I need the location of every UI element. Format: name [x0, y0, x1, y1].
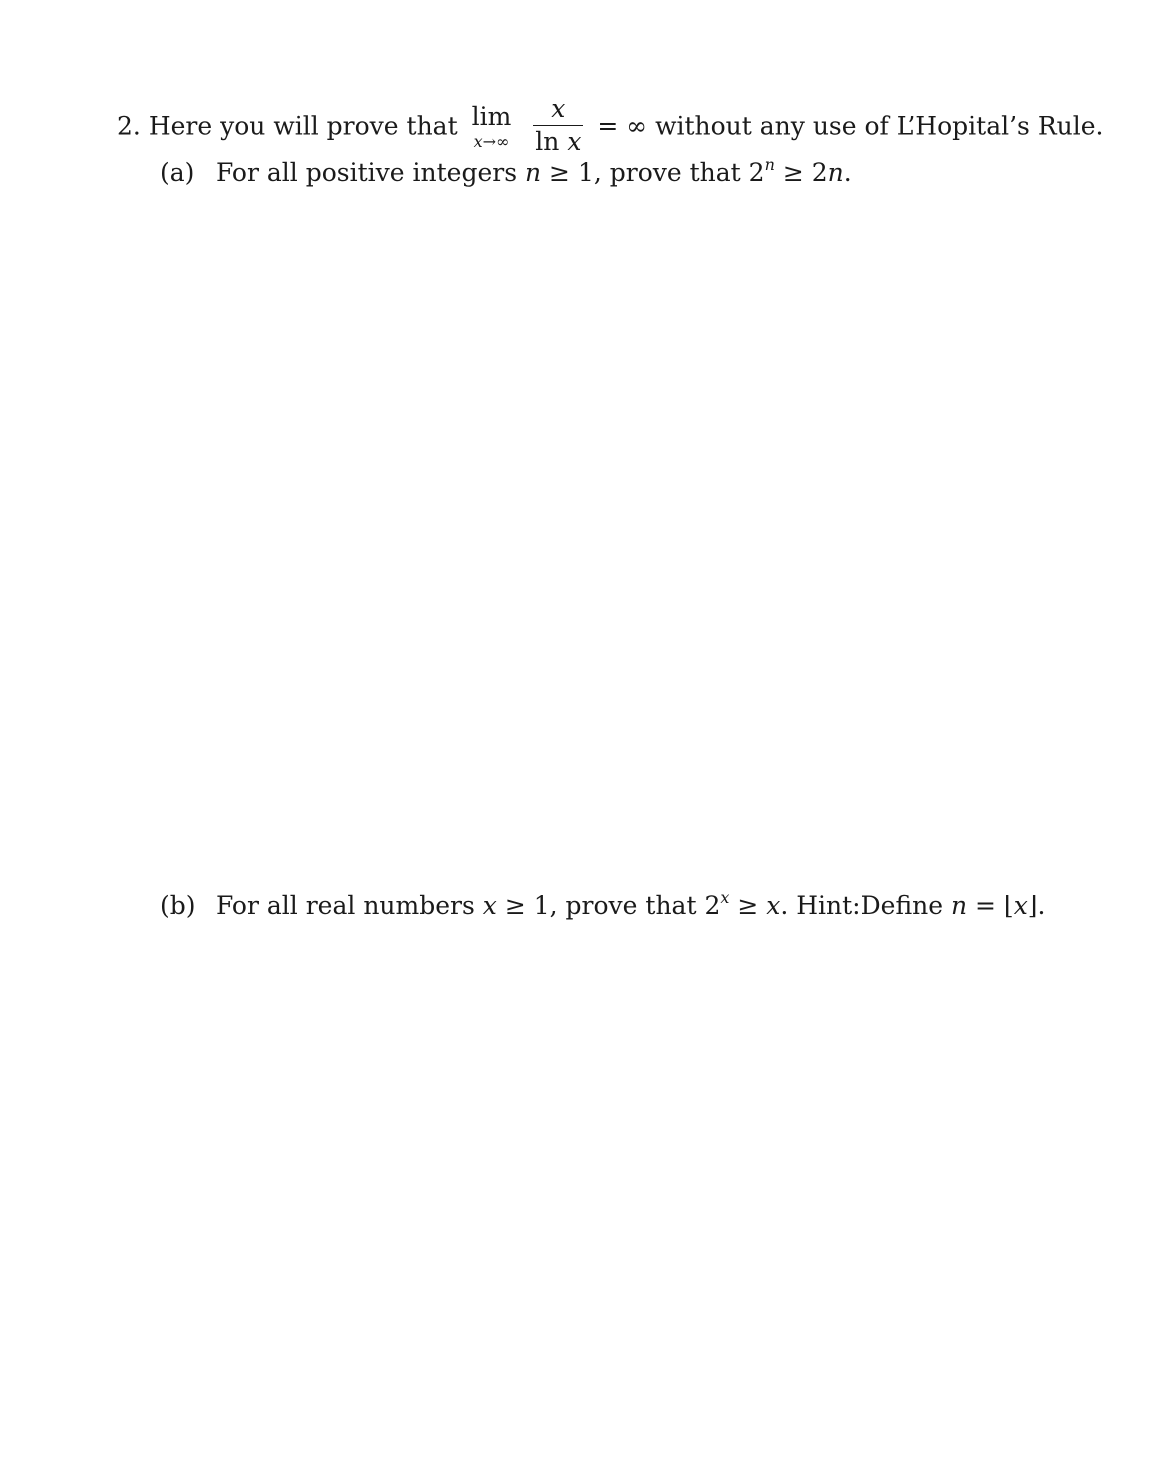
part-a-var-n: n: [524, 158, 542, 187]
problem-intro: Here you will prove that: [148, 111, 458, 141]
problem-tail: without any use of L’Hopital’s Rule.: [655, 111, 1104, 141]
part-b-statement: [160, 888, 1046, 920]
part-b-text: For all real numbers: [215, 891, 475, 920]
part-a-label: (a): [160, 158, 195, 187]
part-b-exponent: x: [720, 888, 730, 907]
part-b-relation-1: ≥ 1, prove that 2: [504, 891, 721, 920]
fraction-numerator: x: [533, 96, 583, 126]
part-b-var-x2: x: [766, 891, 781, 920]
part-a-text: For all positive integers: [215, 158, 518, 187]
fraction-denominator: [533, 126, 583, 155]
part-b-end: ⌋.: [1027, 891, 1046, 920]
part-b-var-x: x: [482, 891, 497, 920]
part-b-relation-3: = ⌊: [975, 891, 1014, 920]
limit-subscript: x→∞: [473, 132, 510, 152]
part-b-label: (b): [160, 891, 196, 920]
equals-infinity: = ∞: [597, 111, 648, 141]
part-b-var-n: n: [950, 891, 968, 920]
part-a-relation-1: ≥ 1, prove that 2: [549, 158, 765, 187]
part-b-relation-2: ≥: [737, 891, 759, 920]
part-a-statement: [160, 155, 852, 187]
part-a-var-n2: n: [827, 158, 844, 187]
part-b-var-x3: x: [1013, 891, 1028, 920]
part-b-hint: . Hint:Define: [780, 891, 944, 920]
denominator-variable: x: [567, 127, 582, 157]
limit-fraction: [533, 96, 583, 156]
problem-2-statement: [117, 94, 1104, 158]
limit-operator: lim: [471, 102, 512, 132]
part-a-exponent: n: [764, 155, 775, 174]
problem-number: 2.: [117, 111, 141, 141]
denominator-ln: ln: [535, 127, 560, 157]
part-a-end: .: [843, 158, 852, 187]
part-a-relation-2: ≥ 2: [782, 158, 828, 187]
limit-operator-block: [472, 104, 512, 151]
